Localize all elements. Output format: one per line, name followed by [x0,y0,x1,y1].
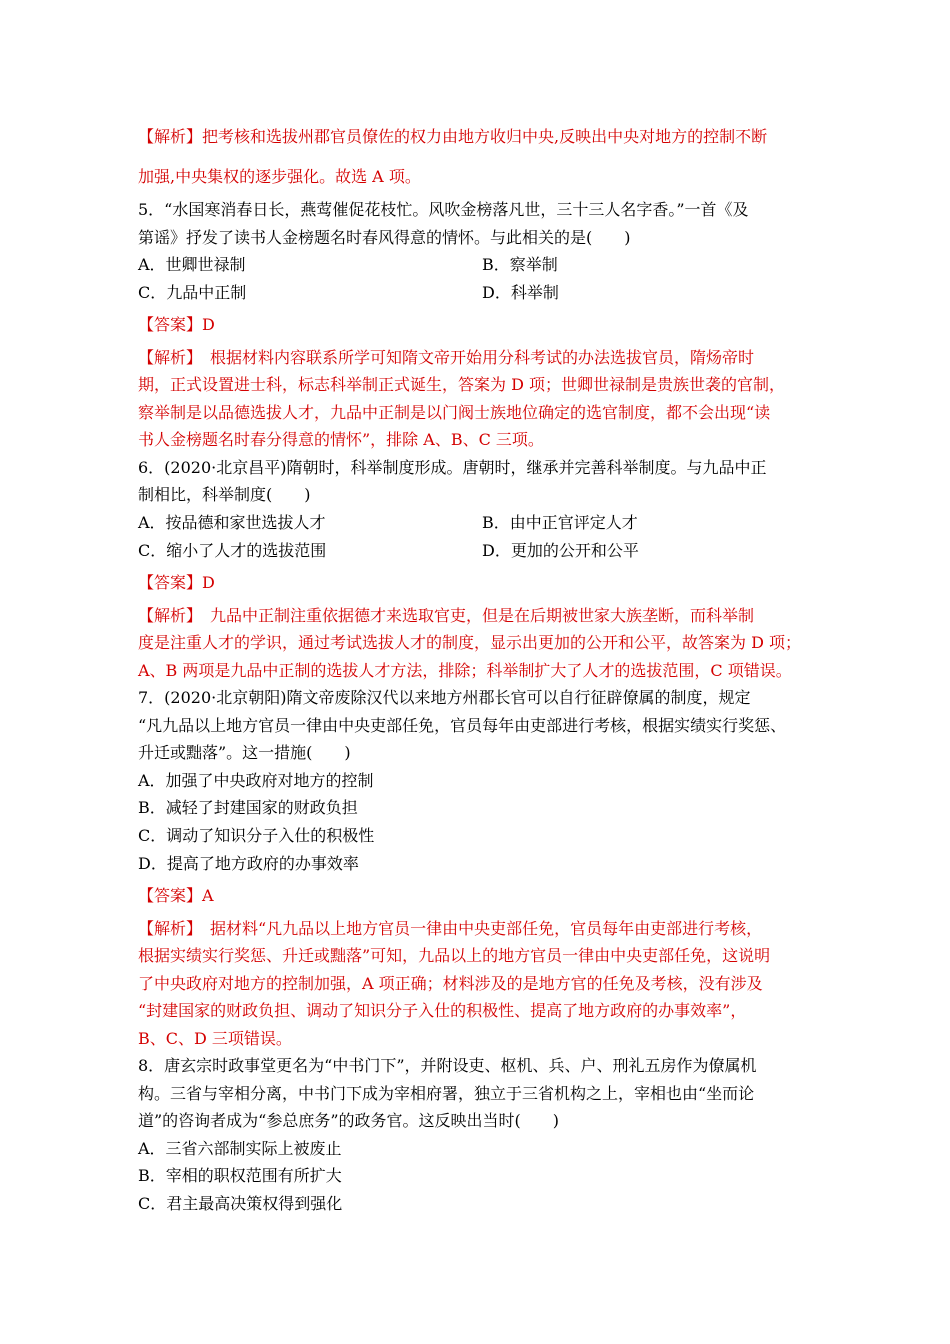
option-a: A．按品德和家世选拔人才 [138,513,326,532]
analysis-text: B、C、D 三项错误。 [138,1029,292,1048]
option-c: C．调动了知识分子入仕的积极性 [138,826,375,845]
option-d: D．科举制 [482,283,559,302]
option-b: B．宰相的职权范围有所扩大 [138,1166,342,1185]
option-b: B．由中正官评定人才 [482,513,638,532]
question-8-stem: 8．唐玄宗时政事堂更名为“中书门下”，并附设吏、枢机、兵、户、刑礼五房作为僚属机 [138,1056,757,1075]
question-7-stem: “凡九品以上地方官员一律由中央吏部任免，官员每年由吏部进行考核，根据实绩实行奖惩、 [138,716,787,735]
analysis-text: 期，正式设置进士科，标志科举制正式诞生，答案为 D 项；世卿世禄制是贵族世袭的官制， [138,375,786,394]
option-a: A．加强了中央政府对地方的控制 [138,771,374,790]
option-c: C．君主最高决策权得到强化 [138,1194,343,1213]
analysis-text: 根据实绩实行奖惩、升迁或黜落”可知，九品以上的地方官员一律由中央吏部任免，这说明 [138,946,771,965]
option-a: A．世卿世禄制 [138,255,246,274]
analysis-text: 【解析】把考核和选拔州郡官员僚佐的权力由地方收归中央,反映出中央对地方的控制不断 [138,127,768,146]
analysis-text: 察举制是以品德选拔人才，九品中正制是以门阀士族地位确定的选官制度，都不会出现“读 [138,403,771,422]
analysis-text: 【解析】 据材料“凡九品以上地方官员一律由中央吏部任免，官员每年由吏部进行考核， [138,919,763,938]
option-c: C．缩小了人才的选拔范围 [138,541,327,560]
answer-label: 【答案】D [138,315,215,334]
option-d: D．提高了地方政府的办事效率 [138,854,359,873]
question-6-stem: 制相比，科举制度( ) [138,485,311,504]
option-b: B．减轻了封建国家的财政负担 [138,798,358,817]
answer-label: 【答案】A [138,886,214,905]
option-d: D．更加的公开和公平 [482,541,639,560]
analysis-text: 【解析】 九品中正制注重依据德才来选取官吏，但是在后期被世家大族垄断，而科举制 [138,606,755,625]
option-c: C．九品中正制 [138,283,247,302]
question-5-stem: 5．“水国寒消春日长，燕莺催促花枝忙。风吹金榜落凡世，三十三人名字香。”一首《及 [138,200,749,219]
question-6-stem: 6．(2020·北京昌平)隋朝时，科举制度形成。唐朝时，继承并完善科举制度。与九品中正 [138,458,767,477]
analysis-text: A、B 两项是九品中正制的选拔人才方法，排除；科举制扩大了人才的选拔范围，C 项错误。 [138,661,792,680]
question-7-stem: 7．(2020·北京朝阳)隋文帝废除汉代以来地方州郡长官可以自行征辟僚属的制度，规定 [138,688,751,707]
option-b: B．察举制 [482,255,558,274]
analysis-text: 加强,中央集权的逐步强化。故选 A 项。 [138,167,421,186]
analysis-text: 书人金榜题名时春分得意的情怀”，排除 A、B、C 三项。 [138,430,544,449]
analysis-text: “封建国家的财政负担、调动了知识分子入仕的积极性、提高了地方政府的办事效率”， [138,1001,747,1020]
question-7-stem: 升迁或黜落”。这一措施( ) [138,743,351,762]
analysis-text: 【解析】 根据材料内容联系所学可知隋文帝开始用分科考试的办法选拔官员，隋炀帝时 [138,348,755,367]
analysis-text: 了中央政府对地方的控制加强，A 项正确；材料涉及的是地方官的任免及考核，没有涉及 [138,974,763,993]
question-8-stem: 构。三省与宰相分离，中书门下成为宰相府署，独立于三省机构之上，宰相也由“坐而论 [138,1084,755,1103]
question-5-stem: 第谣》抒发了读书人金榜题名时春风得意的情怀。与此相关的是( ) [138,228,631,247]
option-a: A．三省六部制实际上被废止 [138,1139,342,1158]
analysis-text: 度是注重人才的学识，通过考试选拔人才的制度，显示出更加的公开和公平，故答案为 D 项； [138,633,802,652]
answer-label: 【答案】D [138,573,215,592]
question-8-stem: 道”的咨询者成为“参总庶务”的政务官。这反映出当时( ) [138,1111,560,1130]
